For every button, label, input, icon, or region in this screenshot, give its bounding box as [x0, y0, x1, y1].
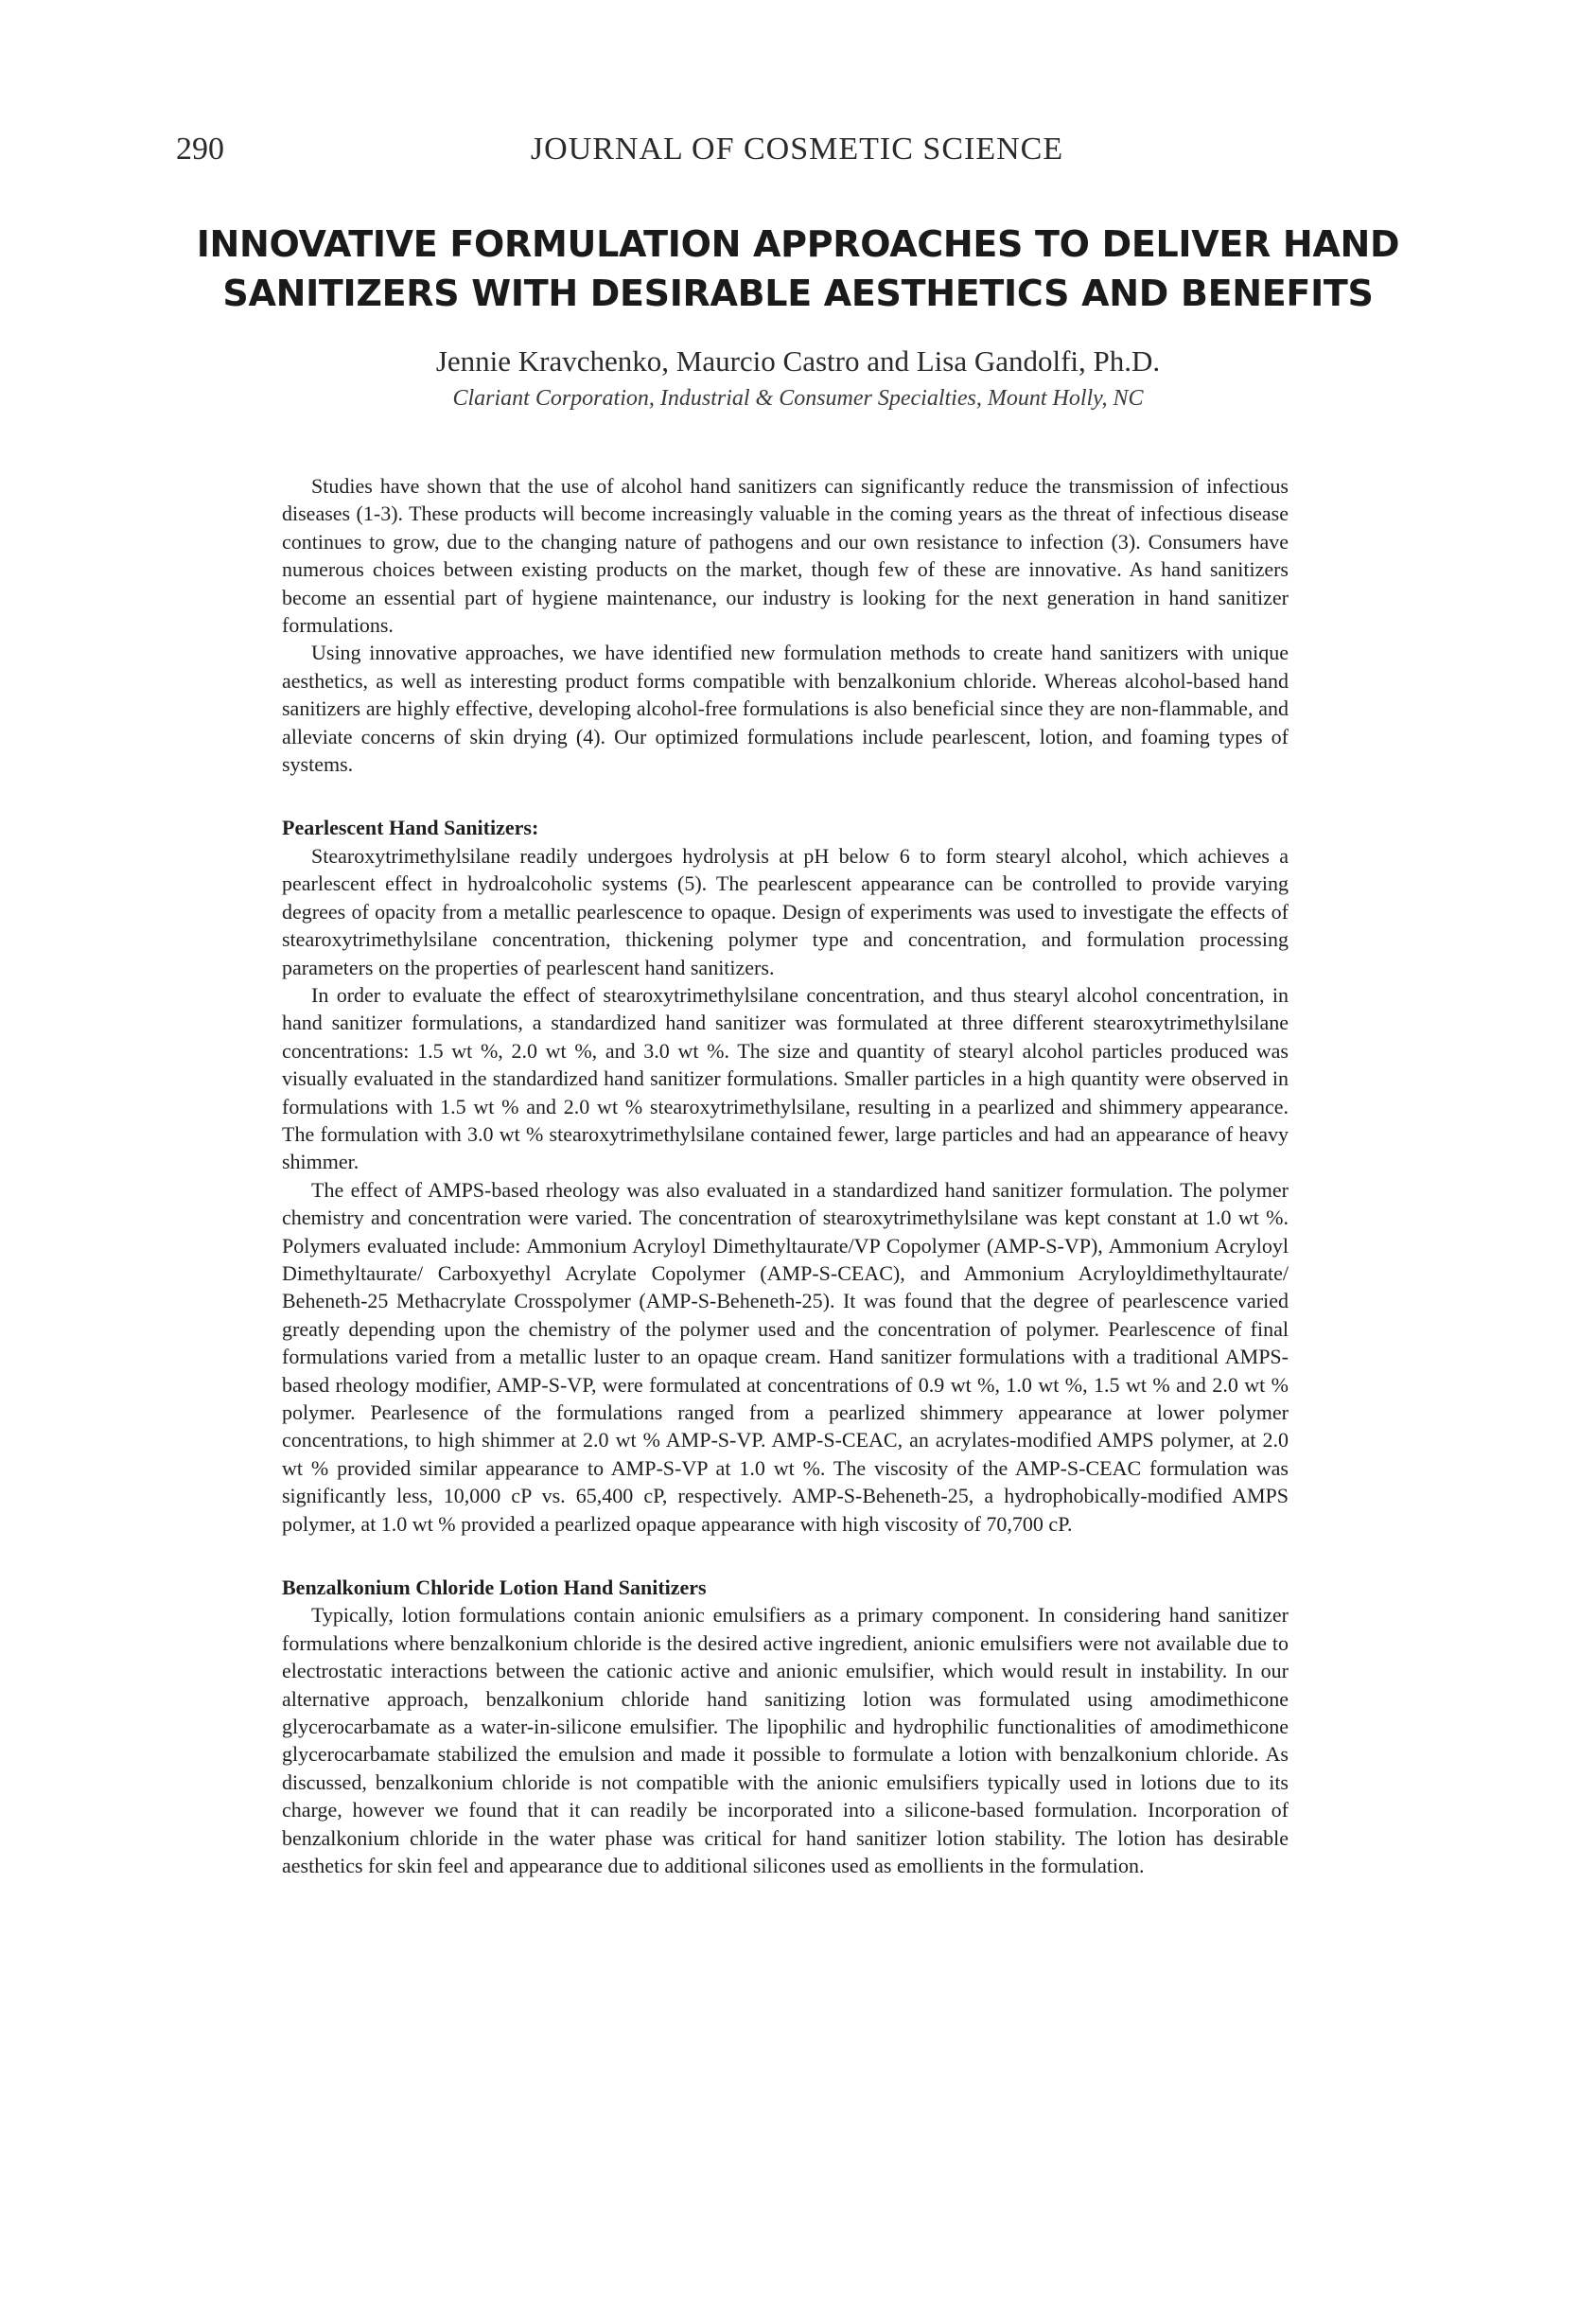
- pearlescent-paragraph-3: The effect of AMPS-based rheology was also evaluated in a standardized hand sanitizer formulation. The polymer chemistry and concentration were varied. The concentration of stearoxytrimethylsilane was kept constant at 1.0 wt %. Polymers evaluated include: Ammonium Acryloyl Dimethyltaurate/VP Copolymer (AMP-S-VP), Ammonium Acryloyl Dimethyltaurate/ Carboxyethyl Acrylate Copolymer (AMP-S-CEAC), and Ammonium Acryloyldimethyltaurate/ Beheneth-25 Methacrylate Crosspolymer (AMP-S-Beheneth-25). It was found that the degree of pearlescence varied greatly depending upon the chemistry of the polymer used and the concentration of polymer. Pearlescence of final formulations varied from a metallic luster to an opaque cream. Hand sanitizer formulations with a traditional AMPS-based rheology modifier, AMP-S-VP, were formulated at concentrations of 0.9 wt %, 1.0 wt %, 1.5 wt % and 2.0 wt % polymer. Pearlesence of the formulations ranged from a pearlized shimmery appearance at lower polymer concentrations, to high shimmer at 2.0 wt % AMP-S-VP. AMP-S-CEAC, an acrylates-modified AMPS polymer, at 2.0 wt % provided similar appearance to AMP-S-VP at 1.0 wt %. The viscosity of the AMP-S-CEAC formulation was significantly less, 10,000 cP vs. 65,400 cP, respectively. AMP-S-Beheneth-25, a hydrophobically-modified AMPS polymer, at 1.0 wt % provided a pearlized opaque appearance with high viscosity of 70,700 cP.: [282, 1177, 1289, 1536]
- authors: Jennie Kravchenko, Maurcio Castro and Lisa Gandolfi, Ph.D.: [435, 344, 1161, 378]
- article-body: [282, 472, 1289, 1880]
- affiliation: Clariant Corporation, Industrial & Consumer Specialties, Mount Holly, NC: [452, 386, 1144, 411]
- article-title-line-1: INNOVATIVE FORMULATION APPROACHES TO DELIVER HAND: [196, 223, 1400, 265]
- lotion-paragraph-1: Typically, lotion formulations contain anionic emulsifiers as a primary component. In considering hand sanitizer formulations where benzalkonium chloride is the desired active ingredient, anionic emulsifiers were not available due to electrostatic interactions between the cationic active and anionic emulsifier, which would result in instability. In our alternative approach, benzalkonium chloride hand sanitizing lotion was formulated using amodimethicone glycerocarbamate as a water-in-silicone emulsifier. The lipophilic and hydrophilic functionalities of amodimethicone glycerocarbamate stabilized the emulsion and made it possible to formulate a lotion with benzalkonium chloride. As discussed, benzalkonium chloride is not compatible with the anionic emulsifiers typically used in lotions due to its charge, however we found that it can readily be incorporated into a silicone-based formulation. Incorporation of benzalkonium chloride in the water phase was critical for hand sanitizer lotion stability. The lotion has desirable aesthetics for skin feel and appearance due to additional silicones used as emollients in the formulation.: [282, 1603, 1289, 1878]
- section-heading-pearlescent: Pearlescent Hand Sanitizers:: [282, 816, 539, 840]
- intro-paragraph-1: Studies have shown that the use of alcohol hand sanitizers can significantly reduce the transmission of infectious diseases (1-3). These products will become increasingly valuable in the coming years as the threat of infectious disease continues to grow, due to the changing nature of pathogens and our own resistance to infection (3). Consumers have numerous choices between existing products on the market, though few of these are innovative. As hand sanitizers become an essential part of hygiene maintenance, our industry is looking for the next generation in hand sanitizer formulations.: [282, 474, 1289, 638]
- section-heading-lotion: Benzalkonium Chloride Lotion Hand Sanitizers: [282, 1575, 707, 1600]
- article-title-line-2: SANITIZERS WITH DESIRABLE AESTHETICS AND BENEFITS: [222, 273, 1374, 314]
- page-number: 290: [176, 132, 224, 167]
- pearlescent-paragraph-2: In order to evaluate the effect of stearoxytrimethylsilane concentration, and thus stearyl alcohol concentration, in hand sanitizer formulations, a standardized hand sanitizer was formulated at three different stearoxytrimethylsilane concentrations: 1.5 wt %, 2.0 wt %, and 3.0 wt %. The size and quantity of stearyl alcohol particles produced was visually evaluated in the standardized hand sanitizer formulations. Smaller particles in a high quantity were observed in formulations with 1.5 wt % and 2.0 wt % stearoxytrimethylsilane, resulting in a pearlized and shimmery appearance. The formulation with 3.0 wt % stearoxytrimethylsilane contained fewer, large particles and had an appearance of heavy shimmer.: [282, 982, 1289, 1174]
- pearlescent-paragraph-1: Stearoxytrimethylsilane readily undergoes hydrolysis at pH below 6 to form stearyl alcohol, which achieves a pearlescent effect in hydroalcoholic systems (5). The pearlescent appearance can be controlled to provide varying degrees of opacity from a metallic pearlescence to opaque. Design of experiments was used to investigate the effects of stearoxytrimethylsilane concentration, thickening polymer type and concentration, and formulation processing parameters on the properties of pearlescent hand sanitizers.: [282, 843, 1289, 979]
- journal-title: JOURNAL OF COSMETIC SCIENCE: [530, 132, 1064, 167]
- intro-paragraph-2: Using innovative approaches, we have identified new formulation methods to create hand sanitizers with unique aesthetics, as well as interesting product forms compatible with benzalkonium chloride. Whereas alcohol-based hand sanitizers are highly effective, developing alcohol-free formulations is also beneficial since they are non-flammable, and alleviate concerns of skin drying (4). Our optimized formulations include pearlescent, lotion, and foaming types of systems.: [282, 641, 1289, 777]
- running-head: [176, 127, 1418, 172]
- article-title: [142, 220, 1454, 318]
- section-spacer: [282, 1538, 1289, 1574]
- section-spacer: [282, 778, 1289, 814]
